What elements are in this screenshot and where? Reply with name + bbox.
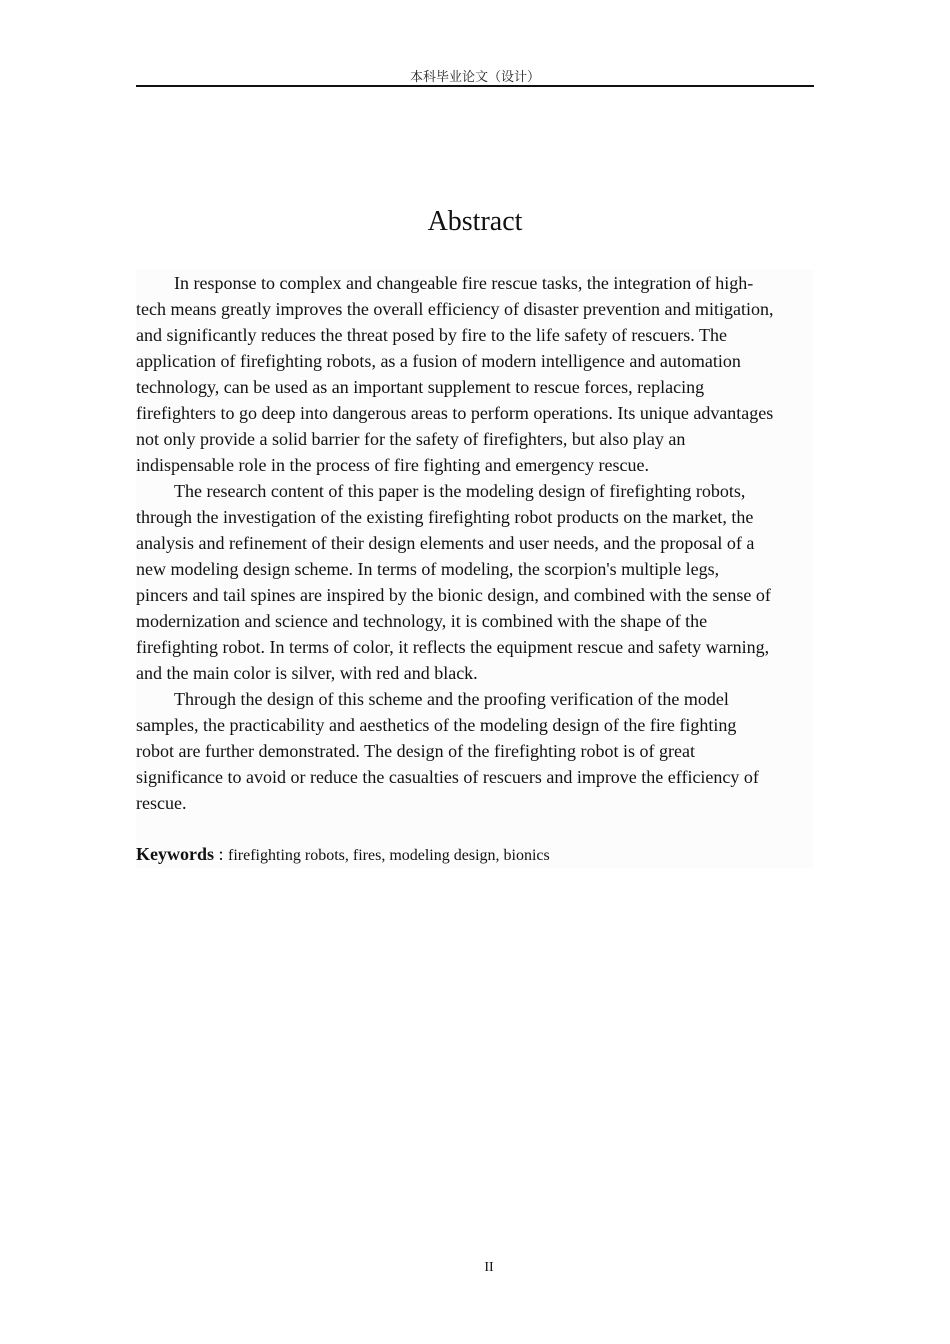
page-number: II xyxy=(484,1260,494,1275)
abstract-paragraphs xyxy=(136,270,814,816)
text-line: not only provide a solid barrier for the safety of firefighters, but also play an xyxy=(136,429,686,449)
keywords-separator: : xyxy=(214,844,229,864)
text-line: rescue. xyxy=(136,793,187,813)
text-line: samples, the practicability and aesthetics of the modeling design of the fire fighting xyxy=(136,715,737,735)
text-line: In response to complex and changeable fire rescue tasks, the integration of high- xyxy=(174,273,754,293)
text-line: firefighting robot. In terms of color, it reflects the equipment rescue and safety warning, xyxy=(136,637,770,657)
text-line: through the investigation of the existing firefighting robot products on the market, the xyxy=(136,507,754,527)
text-line: application of firefighting robots, as a fusion of modern intelligence and automation xyxy=(136,351,741,371)
text-line: modernization and science and technology, it is combined with the shape of the xyxy=(136,611,708,631)
running-header: 本科毕业论文（设计） xyxy=(409,70,540,85)
abstract-paragraph xyxy=(136,270,814,478)
keywords-values: firefighting robots, fires, modeling design, bionics xyxy=(228,847,550,864)
text-line: significance to avoid or reduce the casualties of rescuers and improve the efficiency of xyxy=(136,767,759,787)
text-line: robot are further demonstrated. The design of the firefighting robot is of great xyxy=(136,741,695,761)
text-line: pincers and tail spines are inspired by the bionic design, and combined with the sense of xyxy=(136,585,771,605)
header-rule xyxy=(136,85,814,87)
text-line: and the main color is silver, with red and black. xyxy=(136,663,478,683)
text-line: tech means greatly improves the overall efficiency of disaster prevention and mitigation, xyxy=(136,299,774,319)
page-title: Abstract xyxy=(427,206,523,237)
text-line: technology, can be used as an important supplement to rescue forces, replacing xyxy=(136,377,705,397)
keywords-label: Keywords xyxy=(136,844,214,864)
text-line: firefighters to go deep into dangerous areas to perform operations. Its unique advantages xyxy=(136,403,774,423)
abstract-body xyxy=(136,270,814,868)
text-line: The research content of this paper is the modeling design of firefighting robots, xyxy=(174,481,746,501)
text-line: and significantly reduces the threat posed by fire to the life safety of rescuers. The xyxy=(136,325,727,345)
abstract-paragraph xyxy=(136,478,814,686)
text-line: indispensable role in the process of fire fighting and emergency rescue. xyxy=(136,455,649,475)
keywords-line xyxy=(136,844,550,865)
text-line: Through the design of this scheme and the proofing verification of the model xyxy=(174,689,729,709)
abstract-paragraph xyxy=(136,686,814,816)
text-line: analysis and refinement of their design elements and user needs, and the proposal of a xyxy=(136,533,755,553)
text-line: new modeling design scheme. In terms of modeling, the scorpion's multiple legs, xyxy=(136,559,720,579)
